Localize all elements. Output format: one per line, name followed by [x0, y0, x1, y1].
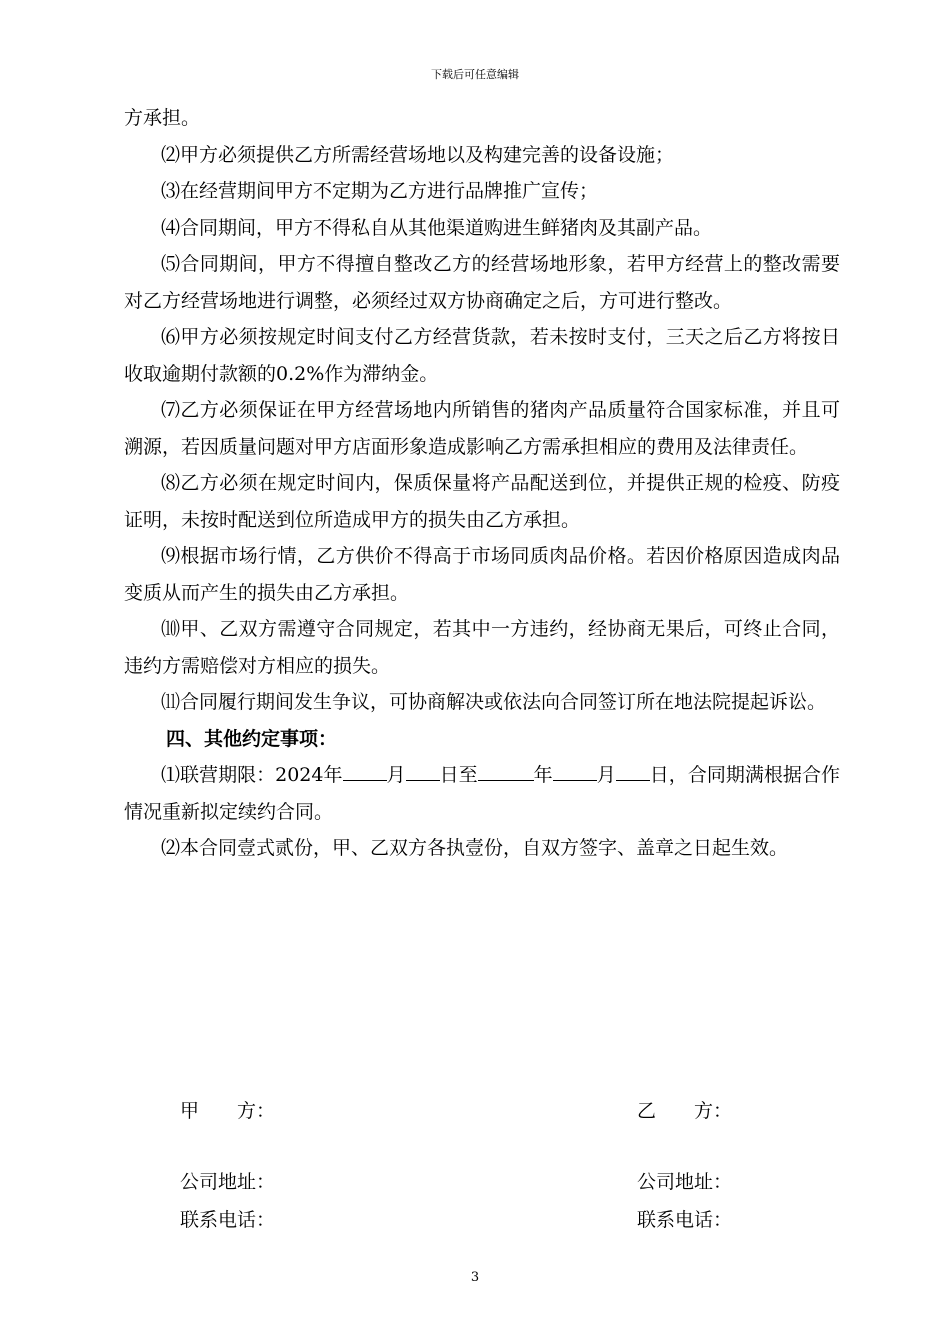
clause-6: ⑹甲方必须按规定时间支付乙方经营货款，若未按时支付，三天之后乙方将按日收取逾期付款额的0.2%作为滞纳金。 [124, 326, 840, 385]
clause-10: ⑽甲、乙双方需遵守合同规定，若其中一方违约，经协商无果后，可终止合同，违约方需赔偿对方相应的损失。 [124, 618, 840, 677]
clause-8: ⑻乙方必须在规定时间内，保质保量将产品配送到位，并提供正规的检疫、防疫证明，未按时配送到位所造成甲方的损失由乙方承担。 [124, 472, 840, 531]
blank-year [478, 760, 534, 781]
term-clause [124, 757, 840, 830]
page-header: 下载后可任意编辑 [431, 68, 519, 81]
clause-11: ⑾合同履行期间发生争议，可协商解决或依法向合同签订所在地法院提起诉讼。 [161, 691, 827, 713]
party-b-address-label: 公司地址： [637, 1171, 733, 1193]
clause-3: ⑶在经营期间甲方不定期为乙方进行品牌推广宣传； [161, 180, 599, 202]
clause-4: ⑷合同期间，甲方不得私自从其他渠道购进生鲜猪肉及其副产品。 [161, 216, 713, 239]
blank-month-1 [343, 760, 387, 781]
party-a-address-label: 公司地址： [180, 1171, 276, 1193]
party-a-label: 甲 方： [180, 1100, 276, 1122]
party-b-label: 乙 方： [637, 1100, 733, 1122]
party-b-phone-label: 联系电话： [637, 1209, 733, 1231]
blank-day-2 [616, 760, 650, 781]
day-label: 日至 [439, 764, 478, 786]
blank-month-2 [553, 760, 597, 781]
clause-2: ⑵甲方必须提供乙方所需经营场地以及构建完善的设备设施； [161, 143, 675, 166]
month-label-2: 月 [596, 764, 616, 786]
clause-7: ⑺乙方必须保证在甲方经营场地内所销售的猪肉产品质量符合国家标准，并且可溯源，若因质量问题对甲方店面形象造成影响乙方需承担相应的费用及法律责任。 [124, 399, 840, 458]
blank-day-1 [406, 760, 440, 781]
section-4-title: 四、其他约定事项： [166, 727, 338, 750]
contract-body [124, 100, 840, 867]
paragraph-continuation: 方承担。 [124, 107, 201, 129]
party-a-phone-label: 联系电话： [180, 1209, 276, 1231]
year-label: 年 [533, 764, 553, 786]
term-suffix: 日，合同期满根据合作情况重新拟定续约合同。 [124, 764, 840, 823]
copies-clause: ⑵本合同壹式贰份，甲、乙双方各执壹份，自双方签字、盖章之日起生效。 [161, 837, 789, 859]
term-prefix: ⑴联营期限：2024年 [161, 764, 343, 786]
page-number: 3 [470, 1270, 480, 1285]
month-label: 月 [386, 764, 406, 786]
clause-5: ⑸合同期间，甲方不得擅自整改乙方的经营场地形象，若甲方经营上的整改需要对乙方经营场地进行调整，必须经过双方协商确定之后，方可进行整改。 [124, 253, 840, 312]
clause-9: ⑼根据市场行情，乙方供价不得高于市场同质肉品价格。若因价格原因造成肉品变质从而产生的损失由乙方承担。 [124, 545, 840, 604]
